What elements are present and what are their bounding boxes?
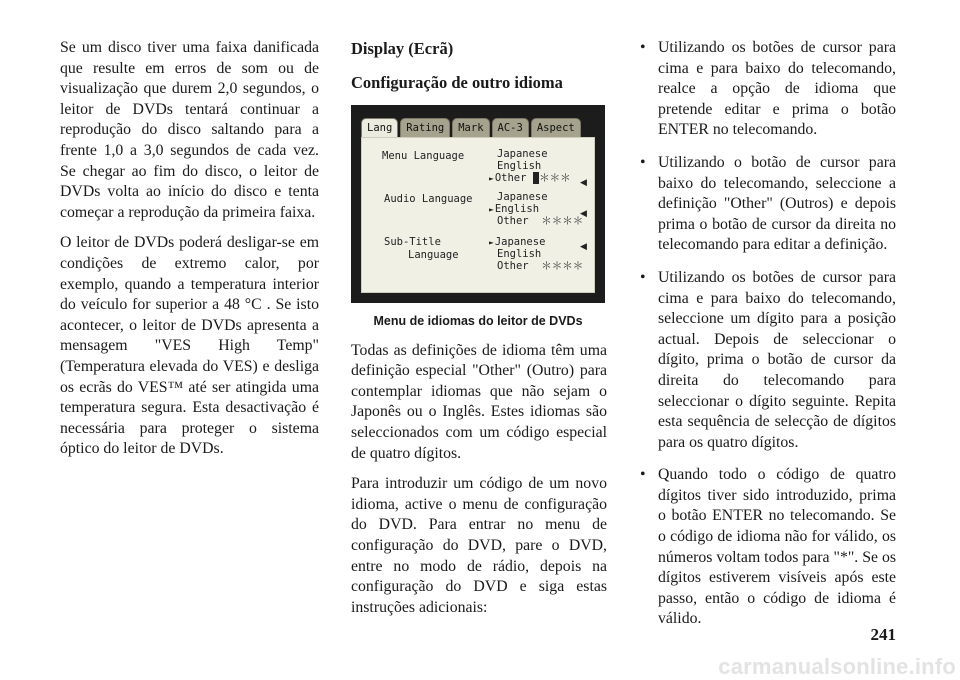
text-column-middle (351, 38, 607, 628)
osd-subtitle-option-japanese: ► Japanese (489, 236, 545, 249)
osd-tab-rating: Rating (400, 118, 450, 137)
watermark: carmanualsonline.info (718, 654, 956, 679)
osd-tab-ac3: AC-3 (492, 118, 529, 137)
instruction-item: • Utilizando o botão de cursor para baixo do telecomando, seleccione a definição "Other" (Outros) e depois prima o botão de cursor da direita no telecomando para editar a definição. (640, 153, 896, 256)
section-heading-other-language: Configuração de outro idioma (351, 73, 563, 92)
left-arrow-icon: ◀ (580, 177, 587, 187)
osd-audio-option-english: ► English (489, 203, 539, 216)
osd-tab-mark: Mark (452, 118, 489, 137)
osd-menu-option-japanese: Japanese (497, 148, 548, 160)
instruction-item: • Utilizando os botões de cursor para cima e para baixo do telecomando, seleccione um dígito para a posição actual. Depois de seleccionar o dígito, prima o botão de cursor da direita do telecomando para seleccionar o dígito seguinte. Repita esta sequência de selecção de dígitos para os quatro dígitos. (640, 268, 896, 453)
paragraph-enter-code-intro: Para introduzir um código de um novo idioma, active o menu de configuração do DVD. Para entrar no menu de configuração do DVD, pare o DVD, entre no modo de rádio, depois na configuração do DVD e siga estas instruções adicionais: (351, 475, 607, 616)
osd-subtitle-code-placeholder: ＊＊＊＊ (541, 260, 584, 272)
paragraph-high-temperature: O leitor de DVDs poderá desligar-se em condições de extremo calor, por exemplo, quando a temperatura interior do veículo for superior a 48 °C . Se isto acontecer, o leitor de DVDs apresenta a mensagem "VES High Temp" (Temperatura elevada do VES) e desliga os ecrãs do VES™ até ser atingida uma temperatura segura. Esta desactivação é necessária para proteger o sistema óptico do leitor de DVDs. (60, 234, 319, 458)
dvd-language-menu-figure (351, 105, 607, 332)
instruction-list (640, 38, 896, 630)
osd-tab-aspect: Aspect (531, 118, 581, 137)
paragraph-other-setting: Todas as definições de idioma têm uma definição especial "Other" (Outro) para contemplar idiomas que não sejam o Japonês ou o Inglês. Estes idiomas são seleccionados com um código especial de quatro dígitos. (351, 341, 607, 462)
osd-audio-option-japanese: Japanese (497, 191, 548, 203)
osd-language-panel (361, 137, 595, 293)
osd-menu-option-english: English (497, 160, 542, 172)
instruction-item: • Utilizando os botões de cursor para cima e para baixo do telecomando, realce a opção de idioma que pretende editar e prima o botão ENTER no telecomando. (640, 38, 896, 141)
osd-tab-bar (361, 118, 583, 137)
text-column-left (60, 38, 319, 470)
osd-tab-lang: Lang (361, 118, 398, 137)
figure-caption: Menu de idiomas do leitor de DVDs (373, 314, 583, 328)
osd-audio-code-placeholder: ＊＊＊＊ (541, 215, 584, 227)
left-arrow-icon: ◀ (580, 208, 587, 218)
section-heading-display: Display (Ecrã) (351, 39, 454, 58)
dvd-language-menu-screenshot (351, 105, 605, 303)
osd-subtitle-language-label: Language (408, 249, 459, 261)
paragraph-damaged-disc: Se um disco tiver uma faixa danificada que resulte em erros de som ou de visualização que durem 2,0 segundos, o leitor de DVDs tentará continuar a reprodução do disco saltando para a frente 1,0 a 3,0 segundos de cada vez. Se chegar ao fim do disco, o leitor de DVDs volta ao início do disco e tenta começar a reprodução da primeira faixa. (60, 39, 319, 221)
osd-subtitle-label: Sub-Title (384, 236, 441, 248)
osd-audio-language-label: Audio Language (384, 193, 473, 205)
left-arrow-icon: ◀ (580, 241, 587, 251)
osd-subtitle-option-other: Other ＊＊＊＊ (497, 260, 584, 272)
osd-menu-option-other: ► Other ＊＊＊ (489, 172, 571, 185)
osd-menu-language-label: Menu Language (382, 150, 465, 162)
osd-menu-code-placeholder: ＊＊＊ (539, 172, 571, 184)
osd-audio-option-other: Other ＊＊＊＊ (497, 215, 584, 227)
page-number: 241 (870, 625, 896, 644)
text-column-right (640, 38, 896, 642)
instruction-item: • Quando todo o código de quatro dígitos tiver sido introduzido, prima o botão ENTER no telecomando. Se o código de idioma não for válido, os números voltam todos para "*". Se os dígitos estiverem visíveis após este passo, então o código de idioma é válido. (640, 465, 896, 630)
osd-subtitle-option-english: English (497, 248, 542, 260)
